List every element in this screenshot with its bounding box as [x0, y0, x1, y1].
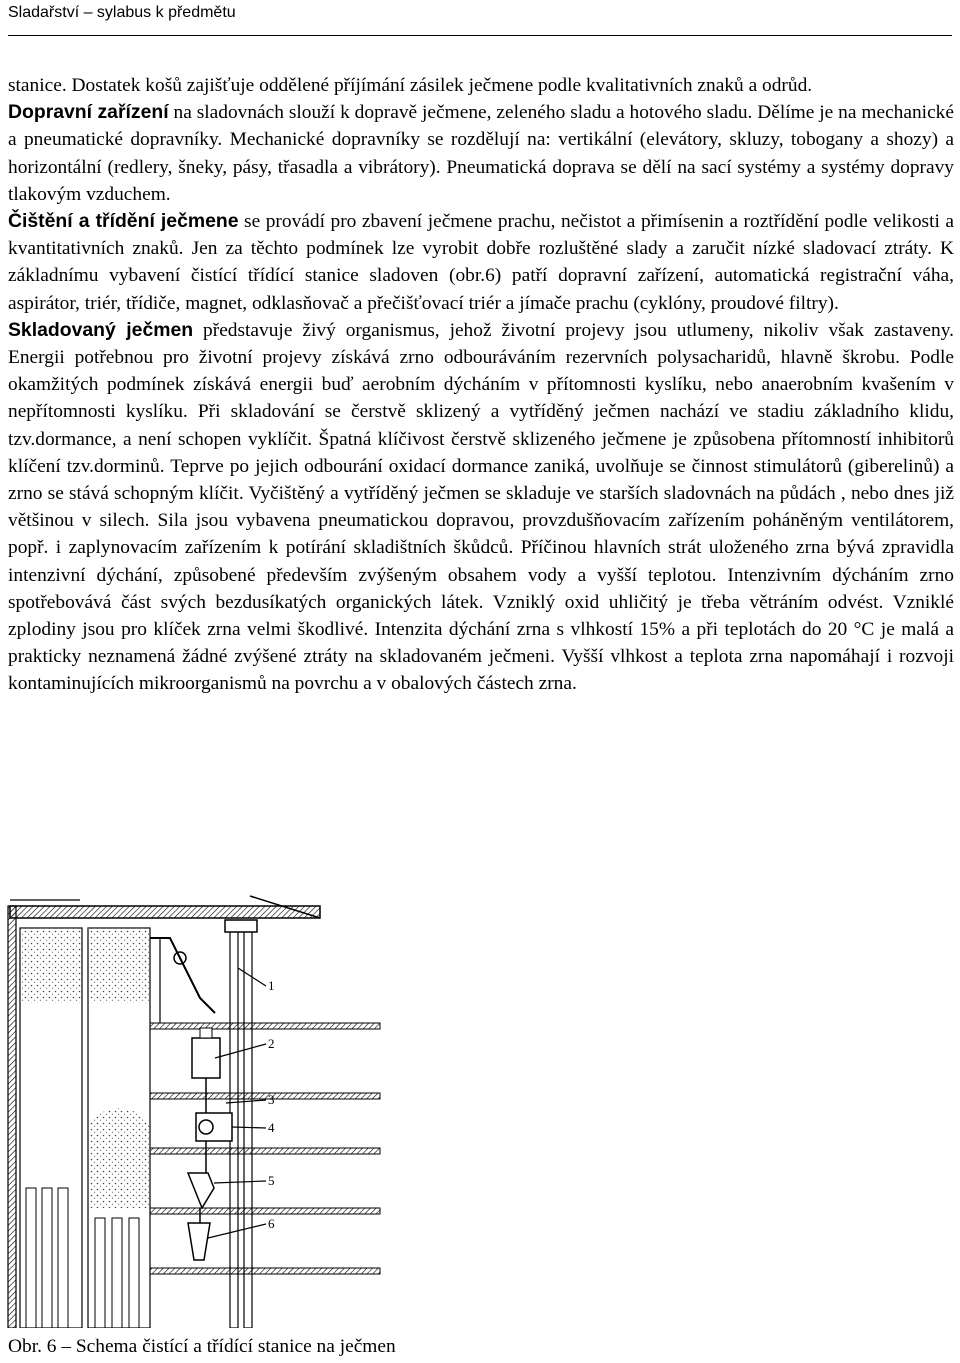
term-conveying-equipment: Dopravní zařízení	[8, 101, 169, 124]
label-5: 5	[268, 1173, 275, 1188]
paragraph-conveying-equipment	[8, 99, 954, 208]
label-1: 1	[268, 978, 275, 993]
label-4: 4	[268, 1120, 275, 1135]
label-6: 6	[268, 1216, 275, 1231]
term-stored-barley: Skladovaný ječmen	[8, 318, 194, 341]
header-title: Sladařství – sylabus k předmětu	[8, 4, 236, 21]
paragraph-cleaning-sorting	[8, 208, 954, 317]
roof-beam	[10, 906, 320, 918]
term-cleaning-sorting: Čištění a třídění ječmene	[8, 210, 239, 233]
text-cleaning-sorting: se provádí pro zbavení ječmene prachu, nečistot a přimísenin a roztřídění podle velikosti a kvantitativních znaků. Jen za těchto podmínek lze vyrobit dobře rozluštěné slady a zaručit nízké sladovací ztráty. K základnímu vybavení čistící třídící stanice sladoven (obr.6) patří dopravní zařízení, automatická registrační váha, aspirátor, triér, třídiče, magnet, odklasňovač a přečišťovací triér a jímače prachu (cyklóny, proudové filtry).	[8, 211, 954, 314]
text-stored-barley: představuje živý organismus, jehož životní projevy jsou utlumeny, nikoliv však zastaveny. Energii potřebnou pro životní projevy získává zrno odbouráváním rezervních polysacharidů, hlavně škrobu. Podle okamžitých podmínek získává energii buď aerobním dýcháním v přítomnosti kyslíku, nebo anaerobním kvašením v nepřítomnosti kyslíku. Při skladování se čerstvě sklizený a vytříděný ječmen nachází ve stadiu základního klidu, tzv.dormance, a není schopen vyklíčit. Špatná klíčivost čerstvě sklizeného ječmene je způsobena přítomností inhibitorů klíčení tzv.dorminů. Teprve po jejich odbourání oxidací dormance zaniká, uvolňuje se činnost stimulátorů (giberelinů) a zrno se stává schopným klíčit. Vyčištěný a vytříděný ječmen se skladuje ve starších sladovnách na půdách , nebo dnes již většinou v silech. Sila jsou vybavena pneumatickou dopravou, provzdušňovacím zařízením poháněným ventilátorem, popř. i zaplynovacím zařízením k potírání skladištních škůdců. Příčinou hlavních strát uloženého zrna bývá zpravidla intenzivní dýchání, způsobené především zvýšeným obsahem vody a vyšší teplotou. Intenzivním dýcháním zrno spotřebovává část svých bezdusíkatých organických látek. Vzniklý oxid uhličitý je třeba větráním odvést. Vzniklé zplodiny jsou pro klíček zrna velmi škodlivé. Intenzita dýchání zrna s vlhkostí 15% a při teplotách do 20 °C je malá a prakticky neznamená žádné zvýšené ztráty na skladovaném ječmeni. Vyšší vlhkost a teplota zrna napomáhají i rozvoji kontaminujících mikroorganismů na povrchu a v obalových částech zrna.	[8, 319, 954, 695]
label-3: 3	[268, 1092, 275, 1107]
schema-drawing	[0, 888, 960, 1328]
paragraph-stored-barley	[8, 317, 954, 698]
figure-caption: Obr. 6 – Schema čistící a třídící stanice na ječmen	[8, 1336, 396, 1357]
figure-cleaning-station-schema	[0, 888, 960, 1328]
floor-slabs	[150, 1023, 380, 1274]
label-leaders	[208, 968, 266, 1238]
text-conveying-equipment: na sladovnách slouží k dopravě ječmene, zeleného sladu a hotového sladu. Dělíme je na mechanické a pneumatické dopravníky. Mechanické dopravníky se rozdělují na: vertikální (elevátory, skluzy, tobogany a shozy) a horizontální (redlery, šneky, pásy, třasadla a vibrátory). Pneumatická doprava se dělí na sací systémy a systémy dopravy tlakovým vzduchem.	[8, 102, 954, 205]
page-header	[8, 0, 236, 28]
paragraph-continuation: stanice. Dostatek košů zajišťuje oddělené příjímání zásilek ječmene podle kvalitativních znaků a odrůd.	[8, 75, 813, 96]
document-body	[8, 72, 954, 698]
header-divider	[8, 35, 952, 36]
storage-silos	[20, 928, 150, 1328]
label-2: 2	[268, 1036, 275, 1051]
schema-labels	[268, 978, 275, 1231]
outer-wall	[8, 906, 16, 1328]
